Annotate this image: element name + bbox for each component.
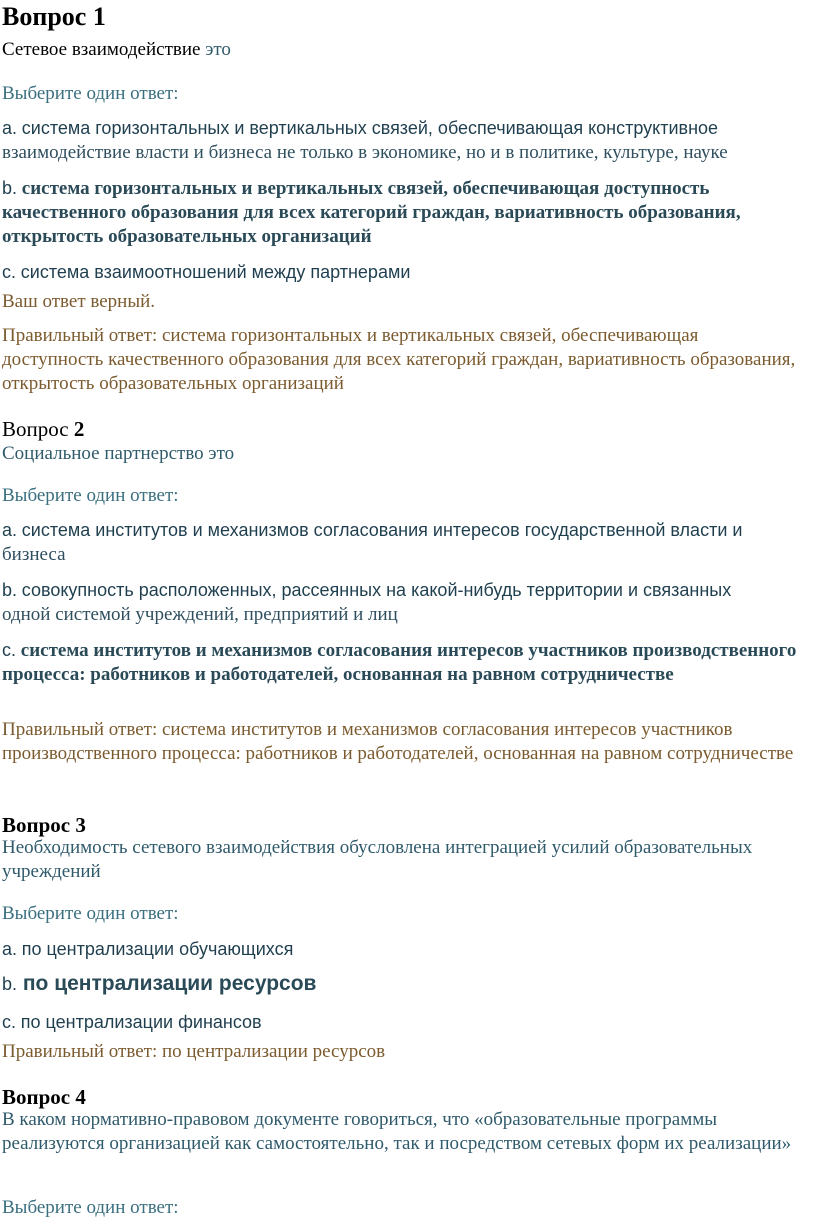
question-1-text: Сетевое взаимодействие это [2,39,231,60]
question-2-option-a[interactable]: a. система институтов и механизмов согласования интересов государственной власти и бизнеса [2,520,743,565]
question-1-option-a[interactable]: a. система горизонтальных и вертикальных связей, обеспечивающая конструктивное взаимодействие власти и бизнеса не только в экономике, но и в политике, культуре, науке [2,118,728,163]
question-3-option-a[interactable]: a. по централизации обучающихся [2,939,294,959]
question-4-text: В каком нормативно-правовом документе говориться, что «образовательные программы реализуются организацией как самостоятельно, так и посредством сетевых форм их реализации» [2,1109,792,1154]
question-3-option-b[interactable]: b. по централизации ресурсов [2,972,317,995]
question-1-prompt: Выберите один ответ: [2,83,179,104]
question-1-title: Вопрос 1 [2,2,106,31]
question-1-correct-answer: Правильный ответ: система горизонтальных и вертикальных связей, обеспечивающая доступность качественного образования для всех категорий граждан, вариативность образования, открытость образовательных организаций [2,325,796,394]
question-4-title: Вопрос 4 [2,1085,86,1109]
question-2-prompt: Выберите один ответ: [2,485,179,506]
question-3-prompt: Выберите один ответ: [2,903,179,924]
question-3-correct-answer: Правильный ответ: по централизации ресурсов [2,1041,386,1062]
question-2-correct-answer: Правильный ответ: система институтов и механизмов согласования интересов участников производственного процесса: работников и работодателей, основанная на равном сотрудничестве [2,719,794,764]
question-1-verdict: Ваш ответ верный. [2,291,156,312]
question-3-title: Вопрос 3 [2,813,86,837]
question-2-option-c[interactable]: c. система институтов и механизмов согласования интересов участников производственного процесса: работников и работодателей, основанная на равном сотрудничестве [2,640,797,685]
question-2-option-b[interactable]: b. совокупность расположенных, рассеянных на какой-нибудь территории и связанных одной системой учреждений, предприятий и лиц [2,580,732,625]
question-1-option-c[interactable]: c. система взаимоотношений между партнерами [2,262,411,282]
question-3-option-c[interactable]: c. по централизации финансов [2,1012,262,1032]
question-2-title: Вопрос 2 [2,417,85,441]
question-1-option-b[interactable]: b. система горизонтальных и вертикальных связей, обеспечивающая доступность качественного образования для всех категорий граждан, вариативность образования, открытость образовательных организаций [2,178,741,247]
question-2-text: Социальное партнерство это [2,443,235,464]
question-3-text: Необходимость сетевого взаимодействия обусловлена интеграцией усилий образовательных учреждений [2,837,753,882]
question-4-prompt: Выберите один ответ: [2,1197,179,1218]
